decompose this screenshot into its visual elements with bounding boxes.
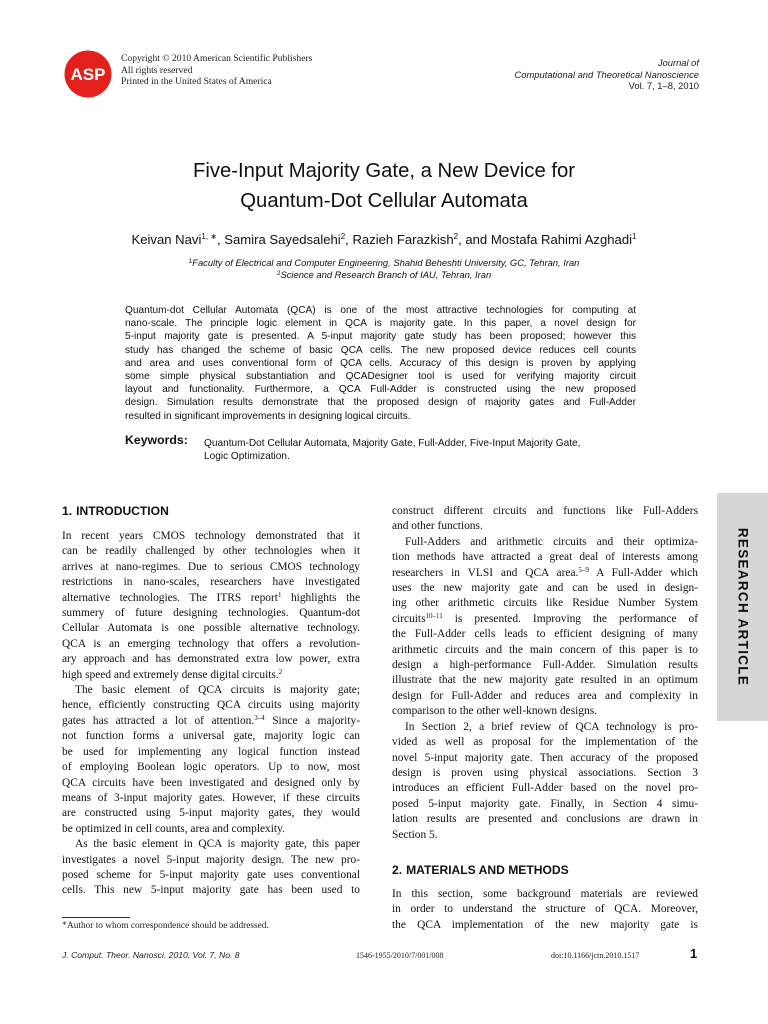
body-text-line: introduces an efficient Full-Adder based on the novel pro- bbox=[392, 782, 698, 795]
body-text-line: The basic element of QCA circuits is majority gate; bbox=[75, 684, 360, 697]
body-text-line: summery of future designing technologies. Quantum-dot bbox=[62, 607, 360, 620]
journal-name: Computational and Theoretical Nanoscience bbox=[514, 68, 699, 80]
body-text-line: be optimized in cell counts, area and complexity. bbox=[62, 822, 285, 835]
title-line: Five-Input Majority Gate, a New Device for bbox=[192, 160, 576, 182]
body-text-line: can be readily challenged by other technologies when it bbox=[62, 545, 360, 558]
body-text-line: lation results are presented and conclusions are drawn in bbox=[392, 813, 698, 826]
body-text-line: construct different circuits and functions like Full-Adders bbox=[392, 505, 698, 517]
body-text-line: alternative technologies. The ITRS report$^1$ highlights the bbox=[62, 590, 360, 604]
body-text-line: arrives at nano-regimes. Due to serious CMOS technology bbox=[62, 560, 360, 573]
author-name: Keivan Navi bbox=[131, 232, 202, 247]
body-text-line: illustrate that the new majority gate resulted in an optimum bbox=[392, 674, 698, 687]
footnote-rule bbox=[62, 917, 130, 918]
citation-superscript: 5–9 bbox=[578, 565, 589, 574]
body-text-line: In recent years CMOS technology demonstrated that it bbox=[62, 530, 360, 542]
affiliation-line: $^1$Faculty of Electrical and Computer Engineering, Shahid Beheshti University, GC, Tehran, Iran bbox=[188, 257, 580, 268]
abstract-line: some simple physical substantiation and QCADesigner tool is used for verifying majority circuit bbox=[125, 371, 636, 383]
body-text-line: arithmetic circuits and the main concern of this paper is to bbox=[392, 643, 698, 656]
footer-issn: 1546-1955/2010/7/001/008 bbox=[356, 951, 444, 960]
body-text-line: and other functions. bbox=[392, 520, 483, 533]
publisher-logo bbox=[64, 50, 112, 98]
logo-text: ASP bbox=[70, 65, 106, 84]
body-text-line: the Full-Adder cells leads to efficient designing of many bbox=[392, 628, 698, 641]
author-name: Mostafa Rahimi Azghadi bbox=[490, 232, 633, 247]
keywords bbox=[204, 437, 580, 463]
citation-superscript: 3–4 bbox=[254, 713, 265, 722]
paper-title bbox=[0, 156, 768, 216]
journal-volume: Vol. 7, 1–8, 2010 bbox=[628, 80, 699, 91]
body-text-line: design for Full-Adder and reduces area and complexity in bbox=[392, 689, 698, 702]
body-text-line: In Section 2, a brief review of QCA technology is pro- bbox=[405, 720, 698, 733]
body-text-line: QCA is an emerging technology that offers a revolution- bbox=[62, 637, 360, 650]
footnote-mark: ∗ bbox=[62, 921, 68, 927]
body-text-line: Cellular Automata is one possible alternative technology. bbox=[62, 622, 360, 635]
citation-superscript: 10–11 bbox=[425, 611, 443, 620]
keywords-label: Keywords: bbox=[125, 433, 188, 447]
affiliation-line: $^2$Science and Research Branch of IAU, Tehran, Iran bbox=[276, 269, 492, 280]
body-text-line: design a high-performance Full-Adder. Simulation results bbox=[392, 659, 698, 672]
body-text-line: posed 5-input majority gate. Finally, in Section 4 simu- bbox=[392, 797, 698, 810]
footnote bbox=[62, 921, 269, 931]
section-heading-introduction bbox=[62, 504, 169, 518]
body-text-line: high speed and extremely dense digital circuits.$^2$ bbox=[62, 667, 283, 681]
body-text-line: As the basic element in QCA is majority gate, this paper bbox=[75, 838, 360, 851]
copyright-line: Printed in the United States of America bbox=[121, 76, 272, 87]
body-text-line: design is proven using physical associations. Section 3 bbox=[392, 766, 698, 779]
author-list bbox=[0, 232, 768, 248]
abstract-line: Quantum-dot Cellular Automata (QCA) is one of the most attractive technologies for computing at bbox=[125, 305, 636, 316]
body-text-line: comparison to the other well-known designs. bbox=[392, 705, 597, 718]
body-text-line: In this section, some background materials are reviewed bbox=[392, 888, 698, 900]
keywords-line: Logic Optimization. bbox=[204, 451, 290, 463]
body-text-line: researchers in VLSI and QCA area.$^{5-9}$ A Full-Adder which bbox=[392, 565, 698, 579]
abstract-line: resulted in significant improvements in designing logical circuits. bbox=[125, 410, 411, 422]
body-text-line: gates has attracted a lot of attention.$^{3-4}$ Since a majority- bbox=[62, 713, 360, 727]
body-text-line: cells. This new 5-input majority gate has been used to bbox=[62, 884, 360, 897]
body-column-right-continued bbox=[392, 887, 698, 933]
body-text-line: not function forms a universal gate, majority logic can bbox=[62, 730, 360, 743]
body-column-right bbox=[392, 504, 698, 843]
section-title: INTRODUCTION bbox=[76, 504, 169, 518]
copyright-block bbox=[121, 53, 312, 88]
body-text-line: of employing Boolean logic operators. Up to now, most bbox=[62, 761, 360, 774]
body-text-line: hence, efficiently constructing QCA circuits using majority bbox=[62, 699, 360, 712]
abstract bbox=[125, 304, 636, 423]
body-text-line: uses the new majority gate and can be used in design- bbox=[392, 582, 698, 595]
footer-doi: doi:10.1166/jctn.2010.1517 bbox=[551, 951, 640, 960]
body-text-line: novel 5-input majority gate. Then accuracy of the proposed bbox=[392, 751, 698, 764]
page-number: 1 bbox=[690, 946, 698, 961]
body-text-line: means of 3-input majority gates. However, if these circuits bbox=[62, 791, 360, 804]
affiliations bbox=[0, 257, 768, 281]
body-text-line: ing other arithmetic circuits like Residue Number System bbox=[392, 597, 698, 610]
body-text-line: are constructed using 5-input majority gates, they would bbox=[62, 807, 360, 820]
abstract-line: layout and functionality. Furthermore, a QCA Full-Adder is constructed using the new proposed bbox=[125, 384, 636, 396]
journal-line: Journal of bbox=[657, 57, 699, 68]
abstract-line: study has changed the scheme of basic QCA cells. The new proposed device reduces cell counts bbox=[125, 344, 636, 356]
body-text-line: investigates a novel 5-input majority design. The new pro- bbox=[62, 853, 360, 866]
journal-info bbox=[515, 57, 699, 92]
footnote-text: Author to whom correspondence should be addressed. bbox=[67, 921, 269, 931]
author-affil-mark: 1 bbox=[632, 232, 637, 241]
body-text-line: ary approach and has demonstrated extra low power, extra bbox=[62, 653, 360, 666]
body-text-line: in order to understand the structure of QCA. Moreover, bbox=[392, 903, 698, 916]
copyright-line: Copyright © 2010 American Scientific Publishers bbox=[121, 53, 313, 64]
article-type-label: RESEARCH ARTICLE bbox=[735, 527, 751, 687]
body-text-line: Full-Adders and arithmetic circuits and their optimiza- bbox=[405, 535, 698, 548]
body-text-line: restrictions in nano-scales, researchers have investigated bbox=[62, 576, 360, 589]
footer-citation: J. Comput. Theor. Nanosci. 2010, Vol. 7, No. 8 bbox=[62, 950, 240, 960]
body-text-line: circuits$^{10-11}$ is presented. Improving the performance of bbox=[392, 611, 698, 625]
body-text-line: posed scheme for 5-input majority gate uses conventional bbox=[62, 868, 360, 881]
keywords-line: Quantum-Dot Cellular Automata, Majority Gate, Full-Adder, Five-Input Majority Gate, bbox=[204, 438, 581, 449]
abstract-line: 5-input majority gate is presented. A 5-input majority gate study has been proposed; however this bbox=[125, 331, 636, 343]
author-affil-mark: 2 bbox=[453, 232, 459, 241]
body-text-line: tion methods have attracted a great deal of interests among bbox=[392, 551, 698, 564]
author-separator: , and bbox=[458, 232, 491, 247]
author-name: Samira Sayedsalehi bbox=[224, 232, 341, 247]
section-title: MATERIALS AND METHODS bbox=[406, 863, 569, 877]
body-text-line: QCA circuits have been investigated and designed only by bbox=[62, 776, 360, 789]
section-heading-materials-methods bbox=[392, 863, 569, 877]
author-separator: , bbox=[345, 232, 353, 247]
author-affil-mark: 2 bbox=[340, 232, 346, 241]
body-text-line: Section 5. bbox=[392, 828, 438, 841]
author-affil-mark: 1, ∗ bbox=[201, 232, 217, 241]
abstract-line: design. Simulation results demonstrate that the proposed design of majority gates and Full-Adder bbox=[125, 397, 636, 409]
section-number: 1. bbox=[62, 504, 73, 518]
copyright-line: All rights reserved bbox=[121, 64, 193, 76]
abstract-line: nano-scale. The principle logic element in QCA is majority gate. In this paper, a novel design for bbox=[125, 318, 636, 330]
body-text-line: the QCA implementation of the new majority gate is bbox=[392, 918, 698, 931]
body-text-line: be used for implementing any logical function instead bbox=[62, 745, 360, 758]
citation-superscript: 2 bbox=[278, 667, 283, 676]
author-name: Razieh Farazkish bbox=[352, 232, 454, 247]
author-separator: , bbox=[216, 232, 225, 247]
citation-superscript: 1 bbox=[277, 590, 282, 599]
title-line: Quantum-Dot Cellular Automata bbox=[240, 190, 528, 212]
body-column-left bbox=[62, 529, 360, 899]
section-number: 2. bbox=[392, 863, 403, 877]
body-text-line: vided as well as proposal for the implementation of the bbox=[392, 736, 698, 749]
abstract-line: and area and uses conventional form of QCA cells. Accuracy of this design is proven by applying bbox=[125, 357, 636, 369]
